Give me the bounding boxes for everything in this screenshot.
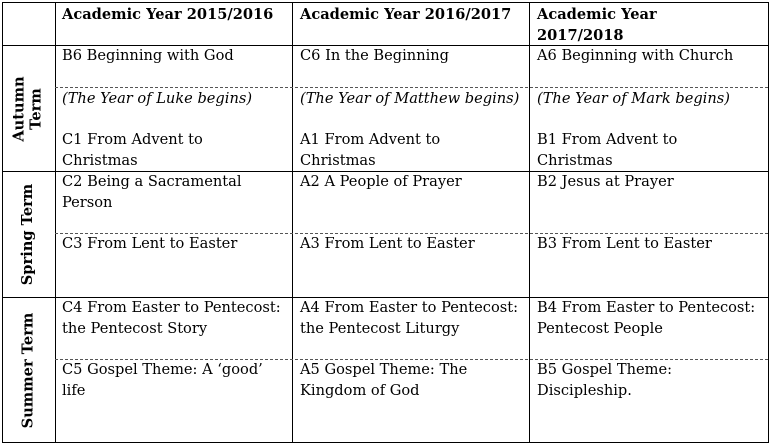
advent-unit-2017 bbox=[537, 130, 677, 171]
year-of-mark-note: (The Year of Mark begins) bbox=[537, 90, 730, 107]
cell-line: B1 From Advent to bbox=[537, 131, 678, 148]
header-year-2015-2016: Academic Year 2015/2016 bbox=[62, 6, 274, 23]
cell-line: C1 From Advent to bbox=[62, 131, 203, 148]
header-year-2017-2018 bbox=[537, 5, 657, 46]
cell-line: Discipleship. bbox=[537, 381, 632, 399]
cell-line: Christmas bbox=[300, 151, 376, 169]
term-label-text: Summer Term bbox=[19, 312, 37, 428]
lent-unit-2015: C3 From Lent to Easter bbox=[62, 235, 238, 252]
autumn-unit-2017: A6 Beginning with Church bbox=[537, 47, 734, 64]
gospel-theme-2017 bbox=[537, 360, 672, 401]
pentecost-unit-2015 bbox=[62, 298, 281, 339]
header-year-2016-2017: Academic Year 2016/2017 bbox=[300, 6, 512, 23]
cell-line: the Pentecost Liturgy bbox=[300, 319, 460, 337]
table-border-bottom bbox=[2, 442, 769, 443]
column-divider bbox=[55, 2, 56, 443]
header-line: 2017/2018 bbox=[537, 26, 624, 44]
gospel-theme-2015 bbox=[62, 360, 263, 401]
pentecost-unit-2017 bbox=[537, 298, 755, 339]
cell-line: A4 From Easter to Pentecost: bbox=[300, 299, 519, 316]
autumn-term-label bbox=[4, 46, 52, 171]
term-label-text: Spring Term bbox=[19, 183, 37, 286]
cell-line: C4 From Easter to Pentecost: bbox=[62, 299, 281, 316]
spring-unit-2016: A2 A People of Prayer bbox=[300, 173, 462, 190]
cell-line: A1 From Advent to bbox=[300, 131, 441, 148]
advent-unit-2015 bbox=[62, 130, 203, 171]
term-label-line: Term bbox=[28, 87, 45, 130]
table-border-left bbox=[2, 2, 3, 443]
advent-unit-2016 bbox=[300, 130, 440, 171]
cell-line: the Pentecost Story bbox=[62, 319, 208, 337]
spring-term-label bbox=[4, 172, 52, 297]
table-border-right bbox=[768, 2, 769, 443]
cell-line: Pentecost People bbox=[537, 319, 663, 337]
cell-line: A5 Gospel Theme: The bbox=[300, 361, 468, 378]
cell-line: B4 From Easter to Pentecost: bbox=[537, 299, 756, 316]
column-divider bbox=[529, 2, 530, 443]
table-border-top bbox=[2, 2, 769, 3]
cell-line: C2 Being a Sacramental bbox=[62, 173, 242, 190]
column-divider bbox=[292, 2, 293, 443]
cell-line: Person bbox=[62, 193, 113, 211]
lent-unit-2017: B3 From Lent to Easter bbox=[537, 235, 712, 252]
cell-line: C5 Gospel Theme: A ‘good’ bbox=[62, 361, 263, 378]
pentecost-unit-2016 bbox=[300, 298, 518, 339]
spring-unit-2017: B2 Jesus at Prayer bbox=[537, 173, 674, 190]
cell-line: Christmas bbox=[62, 151, 138, 169]
year-of-matthew-note: (The Year of Matthew begins) bbox=[300, 90, 520, 107]
year-of-luke-note: (The Year of Luke begins) bbox=[62, 90, 253, 107]
autumn-unit-2015: B6 Beginning with God bbox=[62, 47, 234, 64]
summer-term-label bbox=[4, 298, 52, 442]
gospel-theme-2016 bbox=[300, 360, 467, 401]
lent-unit-2016: A3 From Lent to Easter bbox=[300, 235, 475, 252]
cell-line: B5 Gospel Theme: bbox=[537, 361, 673, 378]
dashed-row-divider bbox=[55, 87, 768, 88]
term-label-line: Autumn bbox=[11, 75, 28, 142]
spring-unit-2015 bbox=[62, 172, 242, 213]
autumn-unit-2016: C6 In the Beginning bbox=[300, 47, 450, 64]
cell-line: life bbox=[62, 381, 86, 399]
cell-line: Christmas bbox=[537, 151, 613, 169]
cell-line: Kingdom of God bbox=[300, 381, 420, 399]
header-line: Academic Year bbox=[537, 6, 657, 23]
